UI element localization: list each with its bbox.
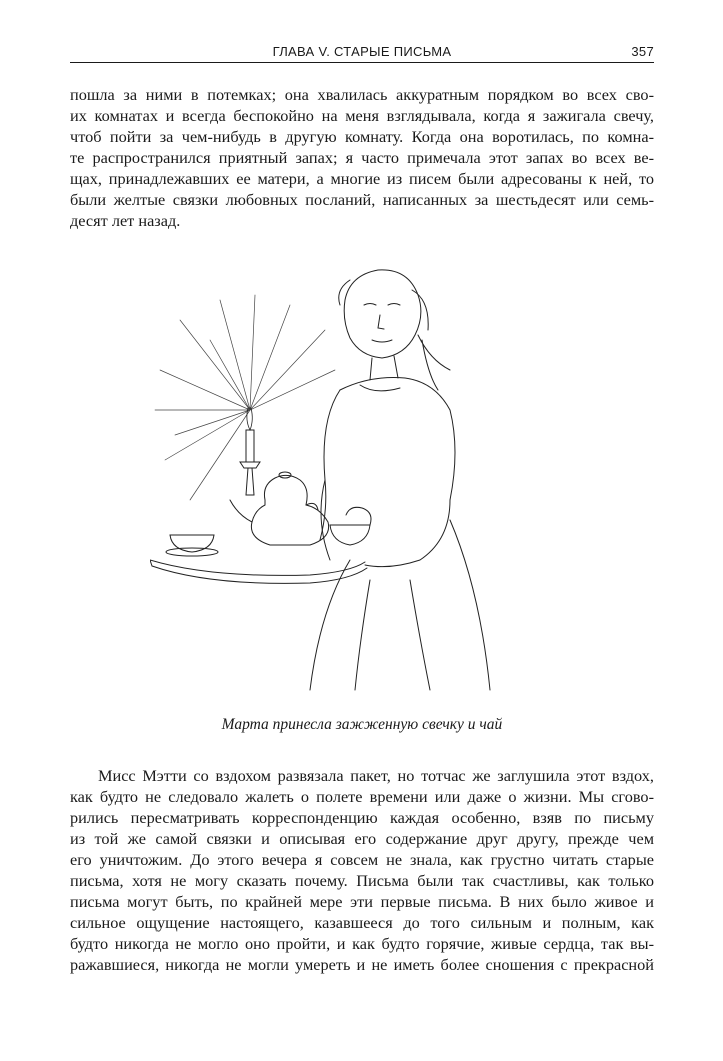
text-line: чтоб пойти за чем-нибудь в другую комнату. Когда она воротилась, по комна-: [70, 127, 654, 146]
tray: [150, 560, 367, 583]
illustration-maid-with-tray: [150, 260, 550, 700]
text-line: из той же самой связки и описывая его содержание друг другу, прежде чем: [70, 829, 654, 848]
paragraph-1: [70, 84, 654, 231]
text-line: как будто не следовало жалеть о полете времени или даже о жизни. Мы сгово-: [70, 787, 654, 806]
text-line: письма, хотя не могу сказать почему. Письма были так счастливы, как только: [70, 871, 654, 890]
running-title: ГЛАВА V. СТАРЫЕ ПИСЬМА: [272, 44, 452, 59]
maid-figure: [310, 270, 490, 690]
text-line: десят лет назад.: [70, 211, 181, 230]
running-header: [70, 38, 654, 63]
page-number: 357: [631, 44, 654, 59]
candle-rays: [155, 295, 335, 500]
text-line: будто никогда не могло оно пройти, и как будто горячие, живые сердца, так вы-: [70, 934, 654, 953]
text-line: те распространился приятный запах; я часто примечала этот запах во всех ве-: [70, 148, 654, 167]
teapot: [230, 472, 329, 545]
text-line: сильное ощущение настоящего, казавшееся до того сильным и полным, как: [70, 913, 654, 932]
text-line: его уничтожим. До этого вечера я совсем не знала, как грустно читать старые: [70, 850, 654, 869]
text-line: их комнатах и всегда беспокойно на меня взглядывала, когда я зажигала свечу,: [70, 106, 654, 125]
text-line: ражавшиеся, никогда не могли умереть и не иметь более сношения с прекрасной: [70, 955, 654, 974]
text-line: Мисс Мэтти со вздохом развязала пакет, но тотчас же заглушила этот вздох,: [98, 766, 654, 785]
illustration-caption: Марта принесла зажженную свечку и чай: [221, 716, 503, 733]
text-line: рились пересматривать корреспонденцию каждая особенно, взяв по письму: [70, 808, 654, 827]
text-line: письма могут быть, по крайней мере эти первые письма. В них было живое и: [70, 892, 654, 911]
text-line: щах, принадлежавших ее матери, а многие из писем были адресованы к ней, то: [70, 169, 654, 188]
paragraph-2: [70, 765, 654, 975]
text-line: пошла за ними в потемках; она хвалилась аккуратным порядком во всех сво-: [70, 85, 654, 104]
text-line: были желтые связки любовных посланий, написанных за шестьдесят или семь-: [70, 190, 654, 209]
tea-cups: [166, 507, 371, 556]
